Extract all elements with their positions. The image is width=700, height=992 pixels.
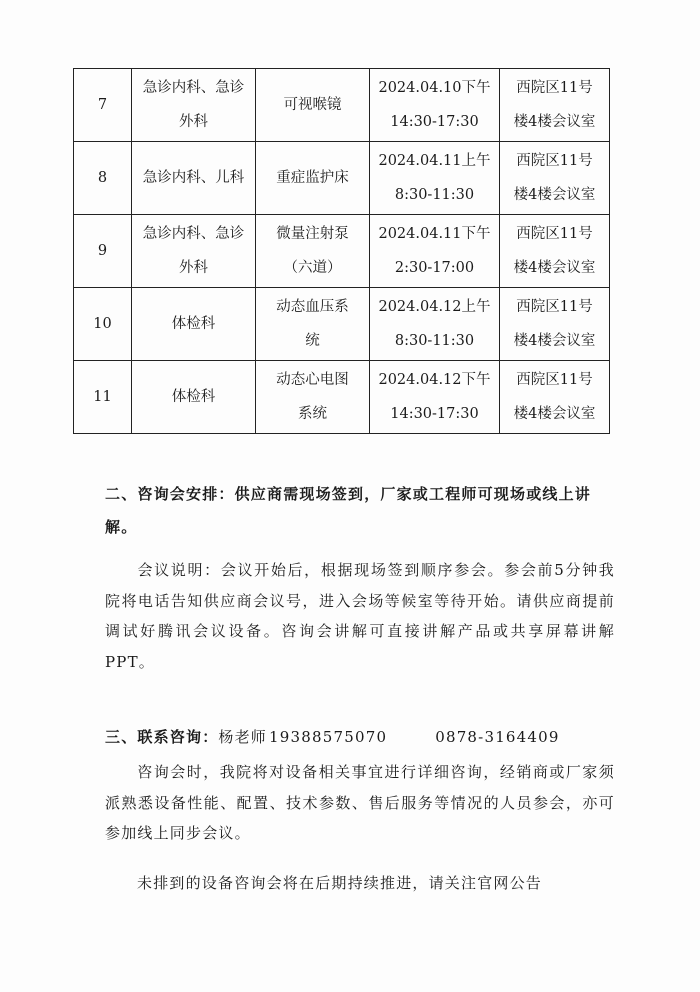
contact-phone-mobile: 19388575070 xyxy=(269,728,388,746)
cell-device: 动态心电图 系统 xyxy=(256,361,370,434)
table-row xyxy=(74,69,610,142)
section2-note: 会议说明：会议开始后，根据现场签到顺序参会。参会前5分钟我院将电话告知供应商会议号，进入会场等候室等待开始。请供应商提前调试好腾讯会议设备。咨询会讲解可直接讲解产品或共享屏幕讲解PPT。 xyxy=(105,561,615,671)
cell-dept: 急诊内科、儿科 xyxy=(132,142,256,215)
cell-time: 2024.04.11上午 8:30-11:30 xyxy=(370,142,500,215)
cell-location: 西院区11号 楼4楼会议室 xyxy=(500,69,610,142)
cell-device: 可视喉镜 xyxy=(256,69,370,142)
section2-heading: 二、咨询会安排：供应商需现场签到，厂家或工程师可现场或线上讲解。 xyxy=(105,485,592,536)
contact-label: 三、联系咨询： xyxy=(105,728,219,746)
cell-device: 动态血压系 统 xyxy=(256,288,370,361)
cell-no: 9 xyxy=(74,215,132,288)
cell-time: 2024.04.12下午 14:30-17:30 xyxy=(370,361,500,434)
cell-location: 西院区11号 楼4楼会议室 xyxy=(500,288,610,361)
section3-contact xyxy=(105,722,615,753)
cell-no: 8 xyxy=(74,142,132,215)
cell-dept: 急诊内科、急诊 外科 xyxy=(132,215,256,288)
schedule-table xyxy=(73,68,610,434)
table-row xyxy=(74,215,610,288)
table-row xyxy=(74,288,610,361)
cell-location: 西院区11号 楼4楼会议室 xyxy=(500,142,610,215)
contact-name: 杨老师 xyxy=(218,728,268,746)
cell-location: 西院区11号 楼4楼会议室 xyxy=(500,215,610,288)
cell-no: 7 xyxy=(74,69,132,142)
section3-paragraph-2: 未排到的设备咨询会将在后期持续推进，请关注官网公告 xyxy=(137,874,543,892)
cell-dept: 急诊内科、急诊 外科 xyxy=(132,69,256,142)
cell-no: 11 xyxy=(74,361,132,434)
cell-device: 微量注射泵 （六道） xyxy=(256,215,370,288)
table-row xyxy=(74,142,610,215)
table-row xyxy=(74,361,610,434)
cell-time: 2024.04.10下午 14:30-17:30 xyxy=(370,69,500,142)
section3-paragraph-1: 咨询会时，我院将对设备相关事宜进行详细咨询，经销商或厂家须派熟悉设备性能、配置、技术参数、售后服务等情况的人员参会，亦可参加线上同步会议。 xyxy=(105,763,615,842)
schedule-table-body xyxy=(74,69,610,434)
cell-no: 10 xyxy=(74,288,132,361)
cell-time: 2024.04.11下午 2:30-17:00 xyxy=(370,215,500,288)
contact-phone-landline: 0878-3164409 xyxy=(435,728,560,746)
cell-location: 西院区11号 楼4楼会议室 xyxy=(500,361,610,434)
cell-dept: 体检科 xyxy=(132,361,256,434)
cell-dept: 体检科 xyxy=(132,288,256,361)
cell-time: 2024.04.12上午 8:30-11:30 xyxy=(370,288,500,361)
cell-device: 重症监护床 xyxy=(256,142,370,215)
